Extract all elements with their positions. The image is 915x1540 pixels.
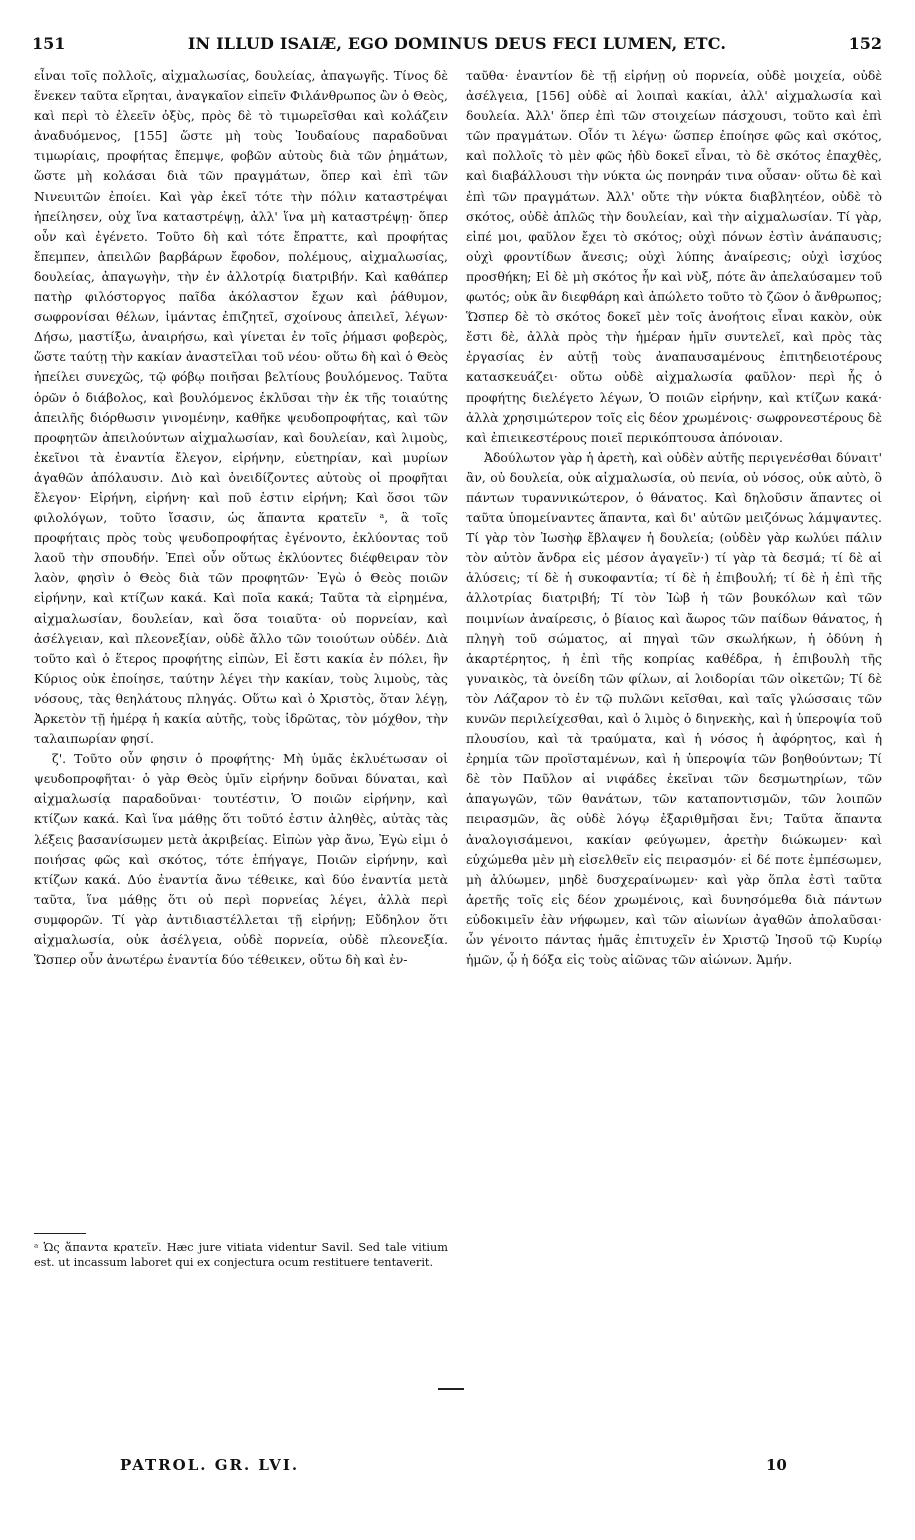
page-number-left: 151: [32, 34, 66, 53]
running-title: IN ILLUD ISAIÆ, EGO DOMINUS DEUS FECI LUMEN, ETC.: [187, 34, 727, 53]
footnote: ᵃ Ὡς ἅπαντα κρατεῖν. Hæc jure vitiata videntur Savil. Sed tale vitium est. ut incassum laboret qui ex conjectura ocum restituere tentaverit.: [34, 1241, 448, 1269]
footnote-rule: [34, 1233, 86, 1234]
right-paragraph-1: ταῦθα· ἐναντίον δὲ τῇ εἰρήνῃ οὐ πορνεία, οὐδὲ μοιχεία, οὐδὲ ἀσέλγεια, [156] οὐδὲ αἱ λοιπαὶ κακίαι, ἀλλ' αἰχμαλωσία καὶ δουλεία. Ἀλλ' ὅπερ ἐπὶ τῶν στοιχείων πάσχουσι, τοῦτο καὶ ἐπὶ τῶν πραγμάτων. Οἷόν τι λέγω· ὥσπερ ἐποίησε φῶς καὶ σκότος, καὶ πολλοῖς τὸ μὲν φῶς ἡδὺ δοκεῖ εἶναι, τὸ δὲ σκότος ἐπαχθὲς, καὶ διαβάλλουσι τὴν νύκτα ὡς πονηράν τινα οὖσαν· οὕτω δὲ καὶ ἐπὶ τῶν πραγμάτων. Ἀλλ' οὔτε τὴν νύκτα διαβλητέον, οὐδὲ τὸ σκότος, οὐδὲ ἁπλῶς τὴν δουλείαν, καὶ τὴν αἰχμαλωσίαν. Τί γὰρ, εἰπέ μοι, φαῦλον ἔχει τὸ σκότος; οὐχὶ πόνων ἐστὶν ἀνάπαυσις; οὐχὶ φροντίδων ἄνεσις; οὐχὶ λύπης ἀναίρεσις; οὐχὶ ἰσχύος προσθήκη; Εἰ δὲ μὴ σκότος ἦν καὶ νὺξ, πότε ἂν ἀπελαύσαμεν τοῦ φωτός; οὐκ ἂν διεφθάρη καὶ ἀπώλετο τοῦτο τὸ ζῶον ὁ ἄνθρωπος; Ὥσπερ δὲ τὸ σκότος δοκεῖ μὲν τοῖς ἀνοήτοις εἶναι κακὸν, οὐκ ἔστι δὲ, ἀλλὰ πρὸς τὴν ἡμέραν ἡμῖν συντελεῖ, καὶ πρὸς τὰς ἐργασίας ἐν αὐτῇ τοὺς ἀναπαυσαμένους ἐπιτηδειοτέρους κατασκευάζει· οὕτω οὐδὲ αἰχμαλωσία φαῦλον· περὶ ἧς ὁ προφήτης διελέγετο λέγων, Ὁ ποιῶν εἰρήνην, καὶ κτίζων κακά· ἀλλὰ χρησιμώτερον τοῖς εἰς δέον χρωμένοις· σωφρονεστέρους δὲ καὶ ἐπιεικεστέρους ποιεῖ περικόπτουσα ἀπόνοιαν.: [466, 68, 882, 445]
page-number-right: 152: [848, 34, 882, 53]
left-column: [34, 66, 448, 970]
left-paragraph-2: ζ'. Τοῦτο οὖν φησιν ὁ προφήτης· Μὴ ὑμᾶς ἐκλυέτωσαν οἱ ψευδοπροφῆται· ὁ γὰρ Θεὸς ὑμῖν εἰρήνην δοῦναι δύναται, καὶ αἰχμαλωσίᾳ παραδοῦναι· τουτέστιν, Ὁ ποιῶν εἰρήνην, καὶ κτίζων κακά. Καὶ ἵνα μάθῃς ὅτι τοῦτό ἐστιν ἀληθὲς, αὐτὰς τὰς λέξεις βασανίσωμεν μετὰ ἀκριβείας. Εἰπὼν γὰρ ἄνω, Ἐγὼ εἰμι ὁ ποιήσας φῶς καὶ σκότος, τότε ἐπήγαγε, Ποιῶν εἰρήνην, καὶ κτίζων κακά. Δύο ἐναντία ἄνω τέθεικε, καὶ δύο ἐναντία μετὰ ταῦτα, ἵνα μάθῃς ὅτι οὐ περὶ πορνείας λέγει, ἀλλὰ περὶ συμφορῶν. Τί γὰρ ἀντιδιαστέλλεται τῇ εἰρήνῃ; Εὔδηλον ὅτι αἰχμαλωσία, οὐκ ἀσέλγεια, οὐδὲ πορνεία, οὐδὲ πλεονεξία. Ὥσπερ οὖν ἀνωτέρω ἐναντία δύο τέθεικεν, οὕτω δὴ καὶ ἐν-: [34, 751, 448, 968]
page-header: [32, 34, 882, 60]
right-column: [466, 66, 882, 970]
right-paragraph-2: Ἀδούλωτον γὰρ ἡ ἀρετὴ, καὶ οὐδὲν αὐτῆς περιγενέσθαι δύναιτ' ἂν, οὐ δουλεία, οὐκ αἰχμαλωσία, οὐ πενία, οὐ νόσος, οὐκ αὐτὸ, ὃ πάντων τυραννικώτερον, ὁ θάνατος. Καὶ δηλοῦσιν ἅπαντες οἱ ταῦτα ὑπομείναντες ἅπαντα, καὶ δι' αὐτῶν μειζόνως λάμψαντες. Τί γὰρ τὸν Ἰωσὴφ ἔβλαψεν ἡ δουλεία; (οὐδὲν γὰρ κωλύει πάλιν τὸν αὐτὸν ἄνδρα εἰς μέσον ἀγαγεῖν·) τί γὰρ τὰ δεσμά; τί δὲ αἱ ἁλύσεις; τί δὲ ἡ συκοφαντία; τί δὲ ἡ ἐπιβουλή; τί δὲ ἡ ἐπὶ τῆς ἀλλοτρίας διατριβή; Τί τὸν Ἰὼβ ἡ τῶν βουκόλων καὶ τῶν ποιμνίων ἀναίρεσις, ὁ βίαιος καὶ ἄωρος τῶν παίδων θάνατος, ἡ πληγὴ τοῦ σώματος, αἱ πηγαὶ τῶν σκωλήκων, ἡ ὀδύνη ἡ ἀκαρτέρητος, ἡ ἐπὶ τῆς κοπρίας καθέδρα, ἡ ἐπιβουλὴ τῆς γυναικὸς, τὰ ὀνείδη τῶν φίλων, αἱ λοιδορίαι τῶν οἰκετῶν; Τί δὲ τὸν Λάζαρον τὸ ἐν τῷ πυλῶνι κεῖσθαι, καὶ ταῖς γλώσσαις τῶν κυνῶν περιλείχεσθαι, καὶ ὁ λιμὸς ὁ διηνεκὴς, καὶ ἡ ὑπεροψία τοῦ πλουσίου, καὶ τὰ τραύματα, καὶ ἡ νόσος ἡ ἀφόρητος, καὶ ἡ ἐρημία τῶν προϊσταμένων, καὶ ἡ ὑπεροψία τῶν βοηθούντων; Τί δὲ τὸν Παῦλον αἱ νιφάδες ἐκεῖναι τῶν δεσμωτηρίων, τῶν ἀπαγωγῶν, τῶν θανάτων, τῶν καταποντισμῶν, τῶν λοιπῶν πειρασμῶν, ἃς οὐδὲ λόγῳ ἐξαριθμῆσαι ἔνι; Ταῦτα ἅπαντα ἀναλογισάμενοι, κακίαν φεύγωμεν, ἀρετὴν διώκωμεν· καὶ εὐχώμεθα μὲν μὴ εἰσελθεῖν εἰς πειρασμόν· εἰ δέ ποτε ἐμπέσωμεν, μὴ ἀλύωμεν, μηδὲ δυσχεραίνωμεν· καὶ γὰρ ὅπλα ἐστὶ ταῦτα ἀρετῆς τοῖς εἰς δέον χρωμένοις, καὶ δυνησόμεθα διὰ πάντων εὐδοκιμεῖν ἐὰν νήφωμεν, καὶ τῶν αἰωνίων ἀγαθῶν ἀπολαῦσαι· ὧν γένοιτο πάντας ἡμᾶς ἐπιτυχεῖν ἐν Χριστῷ Ἰησοῦ τῷ Κυρίῳ ἡμῶν, ᾧ ἡ δόξα εἰς τοὺς αἰῶνας τῶν αἰώνων. Ἀμήν.: [466, 449, 882, 968]
left-paragraph-1: εἶναι τοῖς πολλοῖς, αἰχμαλωσίας, δουλείας, ἀπαγωγῆς. Τίνος δὲ ἕνεκεν ταῦτα εἴρηται, ἀναγκαῖον εἰπεῖν Φιλάνθρωπος ὢν ὁ Θεὸς, καὶ περὶ τὸ ἐλεεῖν ὀξὺς, πρὸς δὲ τὸ τιμωρεῖσθαι καὶ κολάζειν ἀναδυόμενος, [155] ὥστε μὴ τοὺς Ἰουδαίους παραδοῦναι τιμωρίαις, προφήτας ἔπεμψε, φοβῶν αὐτοὺς διὰ τῶν ῥημάτων, ὥστε μὴ κολάσαι διὰ τῶν πραγμάτων, ὅπερ καὶ ἐπὶ τῶν Νινευιτῶν ἐποίει. Καὶ γὰρ ἐκεῖ τότε τὴν πόλιν καταστρέψαι ἠπείλησεν, οὐχ ἵνα καταστρέψῃ, ἀλλ' ἵνα μὴ καταστρέψῃ· ὅπερ οὖν καὶ ἐγένετο. Τοῦτο δὴ καὶ τότε ἔπραττε, καὶ προφήτας ἔπεμπεν, ἀπειλῶν βαρβάρων ἔφοδον, πολέμους, αἰχμαλωσίας, δουλείας, ἀπαγωγὴν, τὴν ἐν ἀλλοτρίᾳ διατριβήν. Καὶ καθάπερ πατὴρ φιλόστοργος παῖδα ἀκόλαστον ἔχων καὶ ῥάθυμον, σωφρονίσαι θέλων, ἱμάντας ἐπιζητεῖ, σχοίνους ἀπειλεῖ, λέγων· Δήσω, μαστίξω, ἀναιρήσω, καὶ γίνεται ἐν τοῖς ῥήμασι φοβερὸς, ὥστε ταύτῃ τὴν κακίαν ἀναστεῖλαι τοῦ νέου· οὕτω δὴ καὶ ὁ Θεὸς ἠπείλει συνεχῶς, τῷ φόβῳ ποιῆσαι βελτίους βουλόμενος. Ταῦτα ὁρῶν ὁ διάβολος, καὶ βουλόμενος ἐκλῦσαι τὴν ἐκ τῆς τοιαύτης ἀπειλῆς διόρθωσιν γινομένην, καθῆκε ψευδοπροφήτας, καὶ τῶν προφητῶν ἀπειλούντων αἰχμαλωσίαν, καὶ δουλείαν, καὶ λιμοὺς, ἐκεῖνοι τὰ ἐναντία ἔλεγον, εἰρήνην, εὐετηρίαν, καὶ μυρίων ἀγαθῶν ἀπόλαυσιν. Διὸ καὶ ὀνειδίζοντες αὐτοὺς οἱ προφῆται ἔλεγον· Εἰρήνη, εἰρήνη· καὶ ποῦ ἐστιν εἰρήνη; Καὶ ὅσοι τῶν φιλολόγων, τοῦτο ἴσασιν, ὡς ἅπαντα κρατεῖν ᵃ, ἃ τοῖς προφήταις πρὸς τοὺς ψευδοπροφήτας ἐγένοντο, ἐκλύοντας τοῦ λαοῦ τὴν σπουδήν. Ἐπεὶ οὖν οὕτως ἐκλύοντες διέφθειραν τὸν λαὸν, φησὶν ὁ Θεὸς διὰ τῶν προφητῶν· Ἐγὼ ὁ Θεὸς ποιῶν εἰρήνην, καὶ κτίζων κακά. Καὶ ποῖα κακά; Ταῦτα τὰ εἰρημένα, αἰχμαλωσίαν, δουλείαν, καὶ ὅσα τοιαῦτα· οὐ πορνείαν, καὶ ἀσέλγειαν, καὶ πλεονεξίαν, οὐδὲ ἄλλο τῶν τοιούτων οὐδέν. Διὰ τοῦτο καὶ ὁ ἕτερος προφήτης εἰπὼν, Εἰ ἔστι κακία ἐν πόλει, ἣν Κύριος οὐκ ἐποίησε, ταύτην λέγει τὴν κακίαν, τοὺς λιμοὺς, τὰς νόσους, τὰς θεηλάτους πληγάς. Οὕτω καὶ ὁ Χριστὸς, ὅταν λέγῃ, Ἀρκετὸν τῇ ἡμέρᾳ ἡ κακία αὐτῆς, τοὺς ἱδρῶτας, τὸν μόχθον, τὴν ταλαιπωρίαν φησί.: [34, 68, 448, 747]
footer-signature: 10: [766, 1456, 787, 1474]
footer-volume: PATROL. GR. LVI.: [120, 1456, 300, 1474]
end-dash: [438, 1388, 464, 1390]
